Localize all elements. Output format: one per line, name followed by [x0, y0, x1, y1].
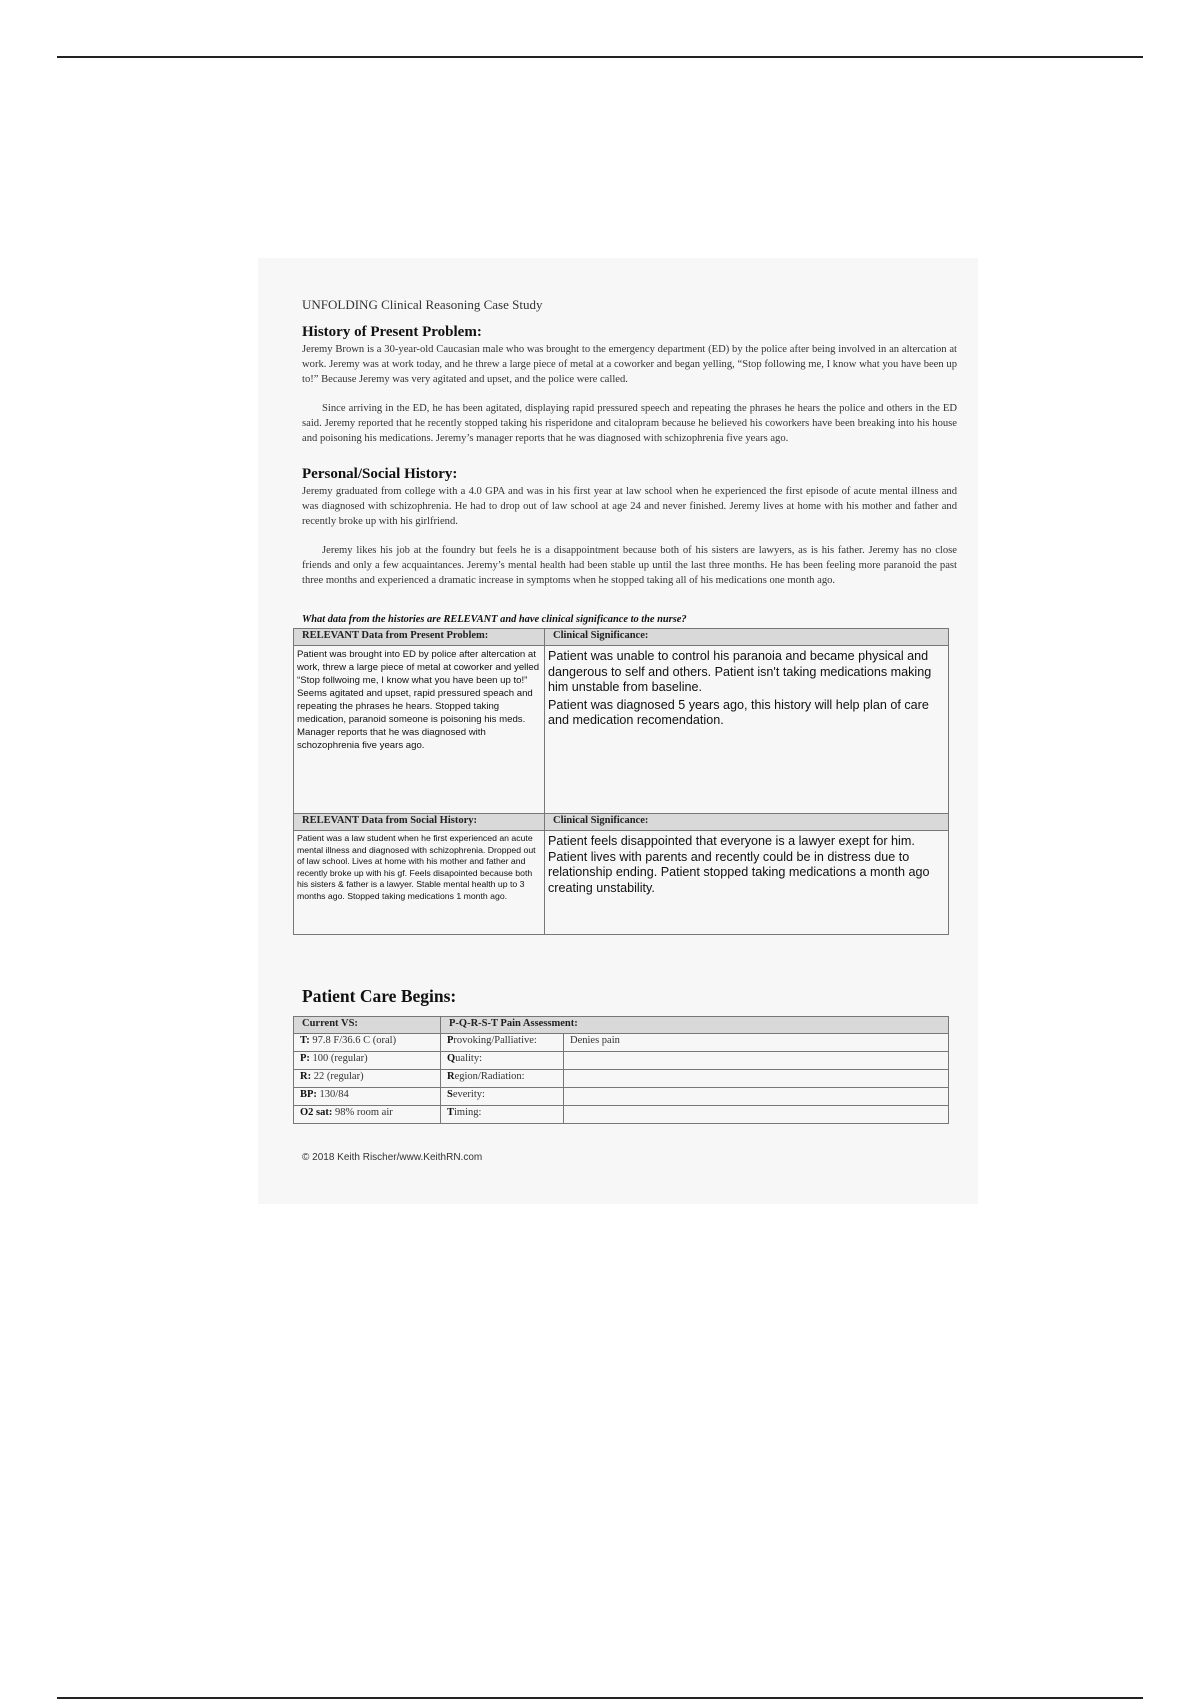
- pain-label-s: Severity:: [441, 1088, 564, 1106]
- vitals-header: Current VS:: [294, 1017, 441, 1034]
- vital-bp: BP: 130/84: [294, 1088, 441, 1106]
- bottom-rule: [57, 1697, 1143, 1699]
- vitals-header-row: [294, 1017, 949, 1034]
- social-paragraph-1: Jeremy graduated from college with a 4.0 GPA and was in his first year at law school when he experienced the first episode of acute mental illness and was diagnosed with schizophrenia. He had to drop out of law school at age 24 and never finished. Jeremy lives at home with his mother and father and recently broke up with his girlfriend.: [302, 486, 957, 527]
- vitals-pain-table: [293, 1016, 949, 1124]
- history-paragraph-2: Since arriving in the ED, he has been agitated, displaying rapid pressured speech and repeating the phrases he hears the police and others in the ED said. Jeremy reported that he recently stopped taking his risperidone and citalopram because he believed his coworkers have been breaking into his house and poisoning his medications. Jeremy’s manager reports that he was diagnosed with schizophrenia five years ago.: [302, 403, 957, 444]
- present-header-row: [294, 629, 949, 646]
- social-header-row: [294, 814, 949, 831]
- social-data-header: RELEVANT Data from Social History:: [294, 814, 545, 831]
- history-paragraph-1: Jeremy Brown is a 30-year-old Caucasian male who was brought to the emergency department (ED) by the police after being involved in an altercation at work. Jeremy was at work today, and he threw a large piece of metal at a coworker and began yelling, “Stop following me, I know what you have been up to!” Because Jeremy was very agitated and upset, and the police were called.: [302, 344, 957, 385]
- vitals-row: [294, 1070, 949, 1088]
- pain-value-r[interactable]: [564, 1070, 949, 1088]
- social-title: Personal/Social History:: [302, 466, 458, 482]
- present-significance-1: Patient was unable to control his paranoia and became physical and dangerous to self and others. Patient isn't taking medications making him unstable from baseline.: [548, 649, 932, 695]
- social-row: [294, 831, 949, 935]
- document-page: [258, 258, 978, 1204]
- present-row: [294, 646, 949, 814]
- vital-temp: T: 97.8 F/36.6 C (oral): [294, 1034, 441, 1052]
- vital-pulse: P: 100 (regular): [294, 1052, 441, 1070]
- history-title: History of Present Problem:: [302, 324, 482, 340]
- vital-o2: O2 sat: 98% room air: [294, 1106, 441, 1124]
- present-significance-2: Patient was diagnosed 5 years ago, this history will help plan of care and medication recomendation.: [548, 697, 929, 728]
- pain-header: P-Q-R-S-T Pain Assessment:: [441, 1017, 949, 1034]
- vitals-row: [294, 1052, 949, 1070]
- pain-label-q: Quality:: [441, 1052, 564, 1070]
- vitals-row: [294, 1106, 949, 1124]
- pain-value-s[interactable]: [564, 1088, 949, 1106]
- social-significance-header: Clinical Significance:: [545, 814, 949, 831]
- present-significance-cell[interactable]: [545, 646, 949, 814]
- social-paragraph-2: Jeremy likes his job at the foundry but feels he is a disappointment because both of his sisters are lawyers, as is his father. Jeremy has no close friends and only a few acquaintances. Jeremy’s mental health had been stable up until the last three months. He has been feeling more paranoid the past three months and experienced a dramatic increase in symptoms when he stopped taking all of his medications one month ago.: [302, 545, 957, 586]
- social-data-cell[interactable]: Patient was a law student when he first experienced an acute mental illness and diagnosed with schizophrenia. Dropped out of law school. Lives at home with his mother and father and recently broke up with his gf. Feels disapointed because both his sisters & father is a lawyer. Stable mental health up to 3 months ago. Stopped taking medications 1 month ago.: [294, 831, 545, 935]
- top-rule: [57, 56, 1143, 58]
- relevant-data-table: [293, 628, 949, 935]
- relevance-question: What data from the histories are RELEVANT and have clinical significance to the nurse?: [302, 614, 687, 625]
- patient-care-title: Patient Care Begins:: [302, 986, 457, 1006]
- present-data-cell[interactable]: Patient was brought into ED by police after altercation at work, threw a large piece of metal at coworker and yelled “Stop follwoing me, I know what you have been up to!” Seems agitated and upset, rapid pressured speach and repeating the phrases he hears. Stopped taking medication, paranoid someone is poisoning his meds. Manager reports that he was diagnosed with schozophrenia five years ago.: [294, 646, 545, 814]
- pain-label-p: Provoking/Palliative:: [441, 1034, 564, 1052]
- pain-value-q[interactable]: [564, 1052, 949, 1070]
- copyright-text: © 2018 Keith Rischer/www.KeithRN.com: [302, 1152, 483, 1163]
- pain-label-r: Region/Radiation:: [441, 1070, 564, 1088]
- social-significance-cell[interactable]: Patient feels disappointed that everyone is a lawyer exept for him. Patient lives with parents and recently could be in distress due to relationship ending. Patient stopped taking medications a month ago creating unstability.: [545, 831, 949, 935]
- pain-value-p[interactable]: Denies pain: [564, 1034, 949, 1052]
- vital-resp: R: 22 (regular): [294, 1070, 441, 1088]
- vitals-row: [294, 1088, 949, 1106]
- pain-label-t: Timing:: [441, 1106, 564, 1124]
- document-header: UNFOLDING Clinical Reasoning Case Study: [302, 297, 543, 312]
- pain-value-t[interactable]: [564, 1106, 949, 1124]
- present-data-header: RELEVANT Data from Present Problem:: [294, 629, 545, 646]
- vitals-row: [294, 1034, 949, 1052]
- present-significance-header: Clinical Significance:: [545, 629, 949, 646]
